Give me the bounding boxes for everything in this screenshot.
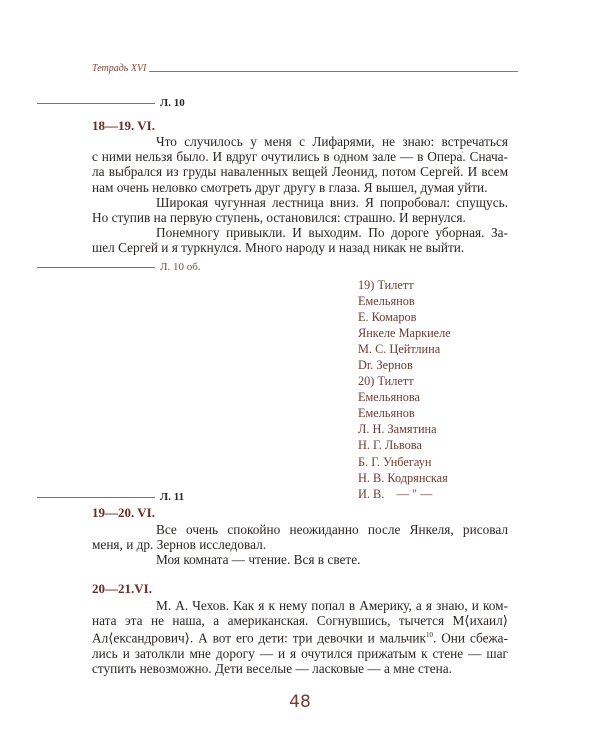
entry-text: [92, 598, 508, 676]
page-number: 48: [289, 692, 311, 712]
entry-text: [92, 134, 508, 256]
text-line: Что случилось у меня с Лифарями, не знаю: встречаться: [156, 134, 508, 149]
leaf-marker: [37, 490, 184, 504]
text-line: Моя комната — чтение. Вся в свете.: [156, 552, 361, 568]
header-rule: [149, 71, 518, 72]
leaf-rule: [37, 497, 155, 498]
list-item: Н. В. Кодрянская: [358, 470, 448, 485]
text-line: Все очень спокойно неожиданно после Янкеля, рисовал: [156, 522, 508, 537]
list-item: Н. Г. Львова: [358, 438, 422, 453]
running-header: [92, 63, 518, 74]
entry-date: 20—21.VI.: [92, 581, 152, 596]
text-line: ла выбрался из груды наваленных вещей Леонид, потом Сергей. И всем: [92, 164, 508, 180]
text-line: ната эта не наша, а американская. Согнувшись, тычется М⟨ихаил⟩: [92, 613, 508, 629]
footnote-ref[interactable]: 10: [425, 631, 433, 640]
leaf-label: Л. 10: [160, 97, 185, 109]
entry-text: [92, 522, 508, 568]
leaf-rule: [37, 267, 155, 268]
leaf-marker: [37, 260, 201, 274]
list-item: 20) Тилетт: [358, 374, 414, 389]
leaf-rule: [37, 103, 155, 104]
text-line: Широкая чугунная лестница вниз. Я попробовал: спущусь.: [156, 194, 508, 210]
leaf-label: Л. 10 об.: [160, 261, 201, 273]
text-line: Но ступив на первую ступень, остановился: страшно. И вернулся.: [92, 210, 466, 226]
text-line: меня, и др. Зернов исследовал.: [92, 537, 267, 553]
list-item: Емельянов: [358, 406, 415, 421]
text-line: [92, 628, 508, 646]
text-fragment: Ал⟨ександрович⟩. А вот его дети: три девочки и мальчик: [92, 630, 426, 646]
list-item: М. С. Цейтлина: [358, 342, 441, 357]
list-item: Dr. Зернов: [358, 358, 413, 373]
text-fragment: . Они сбежа-: [432, 630, 508, 646]
entry-date: 18—19. VI.: [92, 118, 155, 133]
text-line: ступить невозможно. Дети веселые — ласковые — а мне стена.: [92, 661, 452, 677]
text-line: М. А. Чехов. Как я к нему попал в Америку, а я знаю, и ком-: [156, 598, 508, 613]
text-line: нам очень неловко смотреть друг другу в глаза. Я вышел, думая уйти.: [92, 179, 488, 195]
name-list: [358, 277, 451, 502]
list-item: И. В. — " —: [358, 486, 433, 501]
text-line: шел Сергей и я туркнулся. Много народу и назад никак не выйти.: [92, 240, 465, 256]
list-item: Б. Г. Унбегаун: [358, 454, 432, 469]
list-item: 19) Тилетт: [358, 278, 414, 292]
notebook-title: Тетрадь XVI: [92, 63, 147, 74]
list-item: Л. Н. Замятина: [358, 422, 437, 437]
text-line: Понемногу привыкли. И выходим. По дороге уборная. За-: [156, 225, 508, 241]
text-line: с ними нельзя было. И вдруг очутились в одном зале — в Операׁ. Снача-: [92, 149, 508, 165]
leaf-marker: [37, 96, 185, 110]
entry-date: 19—20. VI.: [92, 505, 155, 520]
list-item: Е. Комаров: [358, 310, 417, 325]
list-item: Емельянова: [358, 390, 420, 405]
list-item: Емельянов: [358, 294, 415, 309]
leaf-label: Л. 11: [160, 491, 185, 503]
text-line: лись и затолкли мне дорогу — и я очутился прижатым к стене — шаг: [92, 646, 508, 662]
list-item: Янкеле Маркиеле: [358, 326, 451, 341]
